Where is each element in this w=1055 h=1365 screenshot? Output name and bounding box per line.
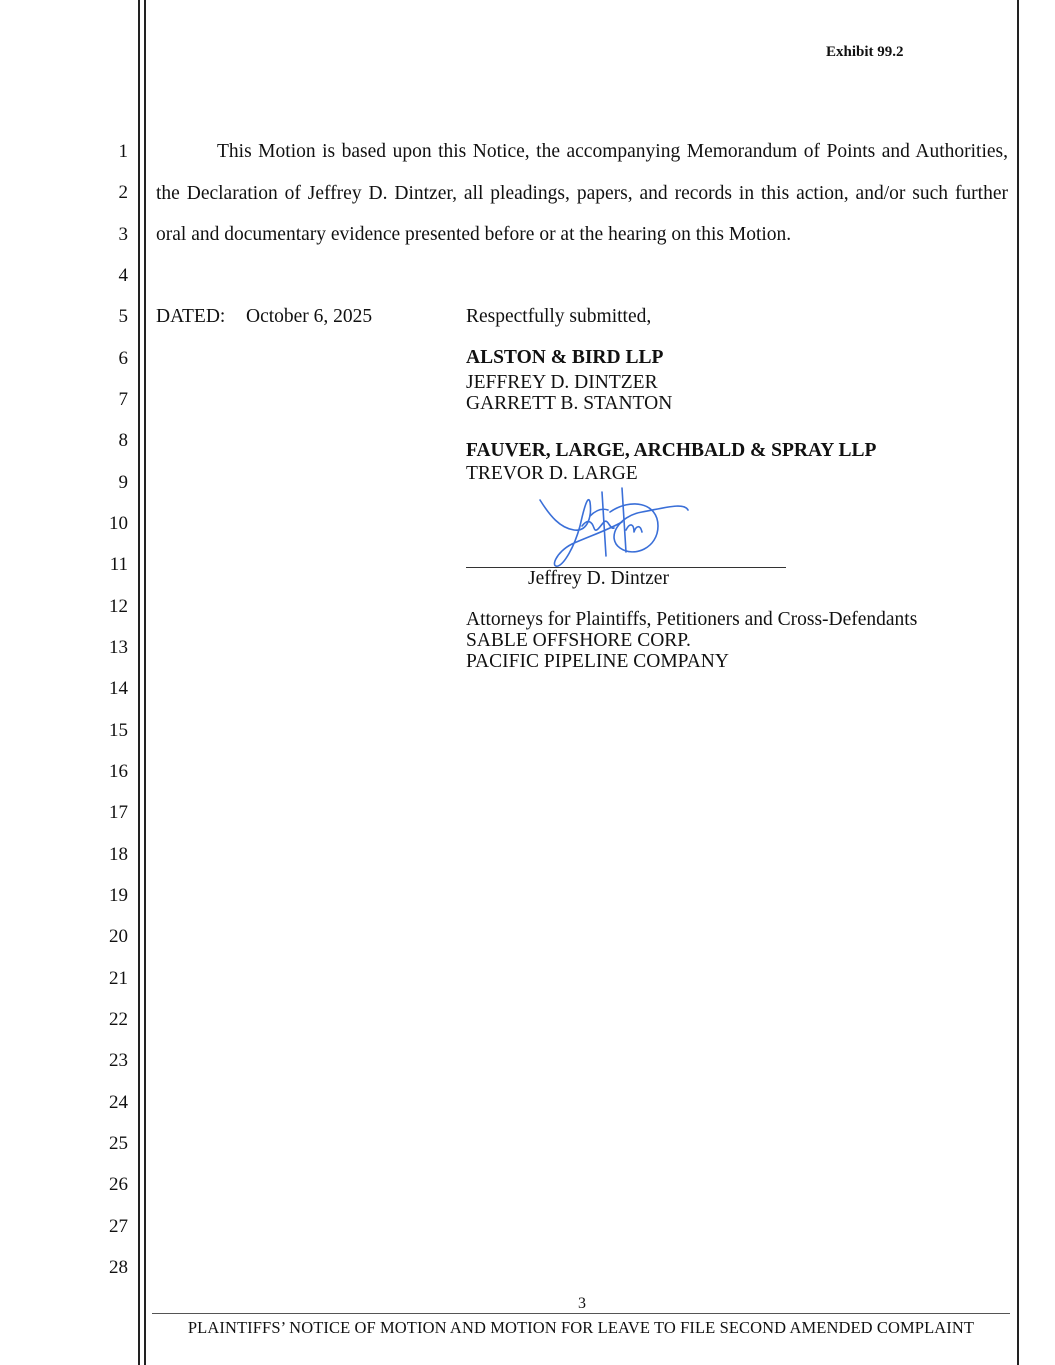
line-number: 25 bbox=[109, 1133, 128, 1154]
line-number: 8 bbox=[118, 430, 128, 451]
representation-text: Attorneys for Plaintiffs, Petitioners and Cross-Defendants bbox=[466, 609, 918, 630]
line-number: 26 bbox=[109, 1174, 128, 1195]
dated-label: DATED: bbox=[156, 306, 226, 327]
attorney-name: GARRETT B. STANTON bbox=[466, 393, 673, 414]
firm-name: ALSTON & BIRD LLP bbox=[466, 347, 664, 368]
line-number: 27 bbox=[109, 1216, 128, 1237]
line-number: 21 bbox=[109, 968, 128, 989]
right-margin-rule bbox=[1017, 0, 1019, 1365]
left-margin-rule-inner bbox=[144, 0, 146, 1365]
signer-name: Jeffrey D. Dintzer bbox=[528, 568, 669, 589]
client-name: PACIFIC PIPELINE COMPANY bbox=[466, 651, 729, 672]
body-paragraph: This Motion is based upon this Notice, the accompanying Memorandum of Points and Authorities, the Declaration of Jeffrey D. Dintzer, all pleadings, papers, and records in this action, and/or such further oral and documentary evidence presented before or at the hearing on this Motion. bbox=[156, 141, 1008, 245]
line-number: 11 bbox=[109, 554, 128, 575]
line-number: 10 bbox=[109, 513, 128, 534]
firm-name: FAUVER, LARGE, ARCHBALD & SPRAY LLP bbox=[466, 440, 877, 461]
attorney-name: JEFFREY D. DINTZER bbox=[466, 372, 658, 393]
line-number: 7 bbox=[118, 389, 128, 410]
line-number: 24 bbox=[109, 1092, 128, 1113]
line-number: 3 bbox=[118, 224, 128, 245]
footer-rule bbox=[152, 1313, 1010, 1314]
line-number: 9 bbox=[118, 472, 128, 493]
line-number: 15 bbox=[109, 720, 128, 741]
line-number: 5 bbox=[118, 306, 128, 327]
closing-text: Respectfully submitted, bbox=[466, 306, 652, 327]
line-number: 18 bbox=[109, 844, 128, 865]
client-name: SABLE OFFSHORE CORP. bbox=[466, 630, 691, 651]
line-number: 17 bbox=[109, 802, 128, 823]
line-number: 14 bbox=[109, 678, 128, 699]
line-number: 13 bbox=[109, 637, 128, 658]
footer-title: PLAINTIFFS’ NOTICE OF MOTION AND MOTION FOR LEAVE TO FILE SECOND AMENDED COMPLAINT bbox=[187, 1318, 975, 1337]
line-number: 22 bbox=[109, 1009, 128, 1030]
line-number: 6 bbox=[118, 348, 128, 369]
line-number: 1 bbox=[118, 141, 128, 162]
handwritten-signature bbox=[530, 486, 695, 572]
exhibit-label: Exhibit 99.2 bbox=[826, 44, 904, 60]
line-number: 12 bbox=[109, 596, 128, 617]
line-number: 2 bbox=[118, 182, 128, 203]
dated-value: October 6, 2025 bbox=[246, 306, 373, 327]
attorney-name: TREVOR D. LARGE bbox=[466, 463, 638, 484]
line-number: 4 bbox=[118, 265, 128, 286]
line-number: 19 bbox=[109, 885, 128, 906]
left-margin-rule-outer bbox=[138, 0, 140, 1365]
page-number: 3 bbox=[578, 1295, 586, 1312]
line-number: 28 bbox=[109, 1257, 128, 1278]
line-number: 20 bbox=[109, 926, 128, 947]
line-number: 23 bbox=[109, 1050, 128, 1071]
line-number: 16 bbox=[109, 761, 128, 782]
